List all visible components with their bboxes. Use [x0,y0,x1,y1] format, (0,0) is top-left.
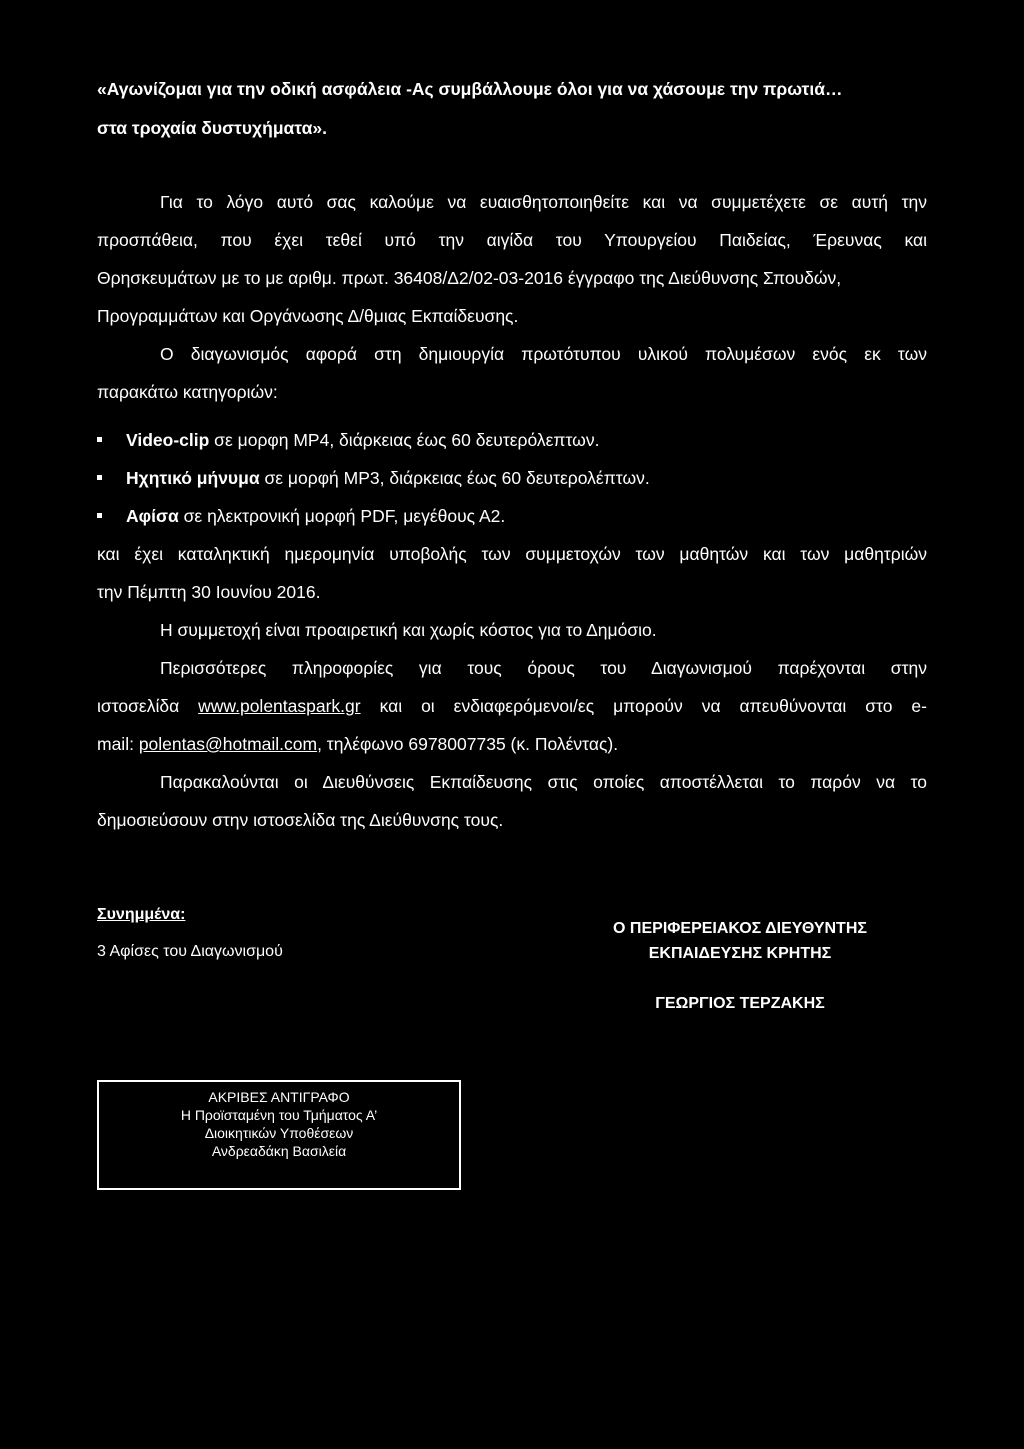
paragraph-2-line-1: Ο διαγωνισμός αφορά στη δημιουργία πρωτότυπου υλικού πολυμέσων ενός εκ των [160,344,927,364]
paragraph-1-line-1: Για το λόγο αυτό σας καλούμε να ευαισθητοποιηθείτε και να συμμετέχετε σε αυτή την [160,192,927,212]
email-link[interactable]: polentas@hotmail.com [138,734,318,754]
attachments-item: 3 Αφίσες του Διαγωνισμού [97,943,283,960]
stamp-line-4: Ανδρεαδάκη Βασιλεία [211,1143,347,1159]
text-span: , τηλέφωνο 6978007735 (κ. Πολέντας). [317,734,619,754]
list-item-text: σε μορφη MP4, διάρκειας έως 60 δευτερόλεπτων. [209,430,600,450]
paragraph-6-line-1: Παρακαλούνται οι Διευθύνσεις Εκπαίδευσης στις οποίες αποστέλλεται το παρόν να το [160,772,927,792]
stamp-line-2: Η Προϊσταμένη του Τμήματος Α’ [180,1107,378,1123]
certified-copy-stamp [97,1080,461,1190]
website-link[interactable]: www.polentaspark.gr [198,696,361,716]
title-line-2: στα τροχαία δυστυχήματα». [97,118,327,138]
list-item-title: Αφίσα [126,506,179,526]
signer-role-line-2: ΕΚΠΑΙΔΕΥΣΗΣ ΚΡΗΤΗΣ [648,945,832,962]
list-item [97,428,599,452]
text-span: και οι ενδιαφερόμενοι/ες μπορούν να απευθύνονται στο e- [360,696,927,716]
text-span: ιστοσελίδα [97,696,199,716]
paragraph-6-line-2: δημοσιεύσουν στην ιστοσελίδα της Διεύθυνσης τους. [97,810,504,830]
paragraph-5-line-2 [97,694,927,718]
bullet-icon [97,475,102,480]
signer-name: ΓΕΩΡΓΙΟΣ ΤΕΡΖΑΚΗΣ [655,995,825,1012]
list-item-text: σε ηλεκτρονική μορφή PDF, μεγέθους Α2. [178,506,506,526]
list-item-title: Video-clip [126,430,210,450]
stamp-line-3: Διοικητικών Υποθέσεων [204,1125,354,1141]
paragraph-3-line-2: την Πέμπτη 30 Ιουνίου 2016. [97,582,321,602]
paragraph-4: Η συμμετοχή είναι προαιρετική και χωρίς κόστος για το Δημόσιο. [160,620,657,640]
bullet-icon [97,437,102,442]
list-item [97,504,505,528]
stamp-line-1: ΑΚΡΙΒΕΣ ΑΝΤΙΓΡΑΦΟ [208,1089,350,1105]
title-line-1: «Αγωνίζομαι για την οδική ασφάλεια -Ας συμβάλλουμε όλοι για να χάσουμε την πρωτιά… [97,79,843,99]
paragraph-5-line-3 [97,732,927,756]
paragraph-1-line-4: Προγραμμάτων και Οργάνωσης Δ/θμιας Εκπαίδευσης. [97,306,519,326]
paragraph-1-line-2: προσπάθεια, που έχει τεθεί υπό την αιγίδα του Υπουργείου Παιδείας, Έρευνας και [97,230,927,250]
text-span: mail: [97,734,139,754]
attachments-heading: Συνημμένα: [97,906,186,923]
paragraph-5-line-1: Περισσότερες πληροφορίες για τους όρους του Διαγωνισμού παρέχονται στην [160,658,927,678]
list-item [97,466,650,490]
paragraph-3-line-1: και έχει καταληκτική ημερομηνία υποβολής των συμμετοχών των μαθητών και των μαθητριών [97,544,927,564]
signer-role-line-1: Ο ΠΕΡΙΦΕΡΕΙΑΚΟΣ ΔΙΕΥΘΥΝΤΗΣ [613,920,867,937]
paragraph-1-line-3: Θρησκευμάτων με το με αριθμ. πρωτ. 36408/Δ2/02-03-2016 έγγραφο της Διεύθυνσης Σπουδών, [97,268,842,288]
paragraph-2-line-2: παρακάτω κατηγοριών: [97,382,278,402]
list-item-title: Ηχητικό μήνυμα [126,468,260,488]
list-item-text: σε μορφή MP3, διάρκειας έως 60 δευτερολέπτων. [259,468,650,488]
bullet-icon [97,513,102,518]
